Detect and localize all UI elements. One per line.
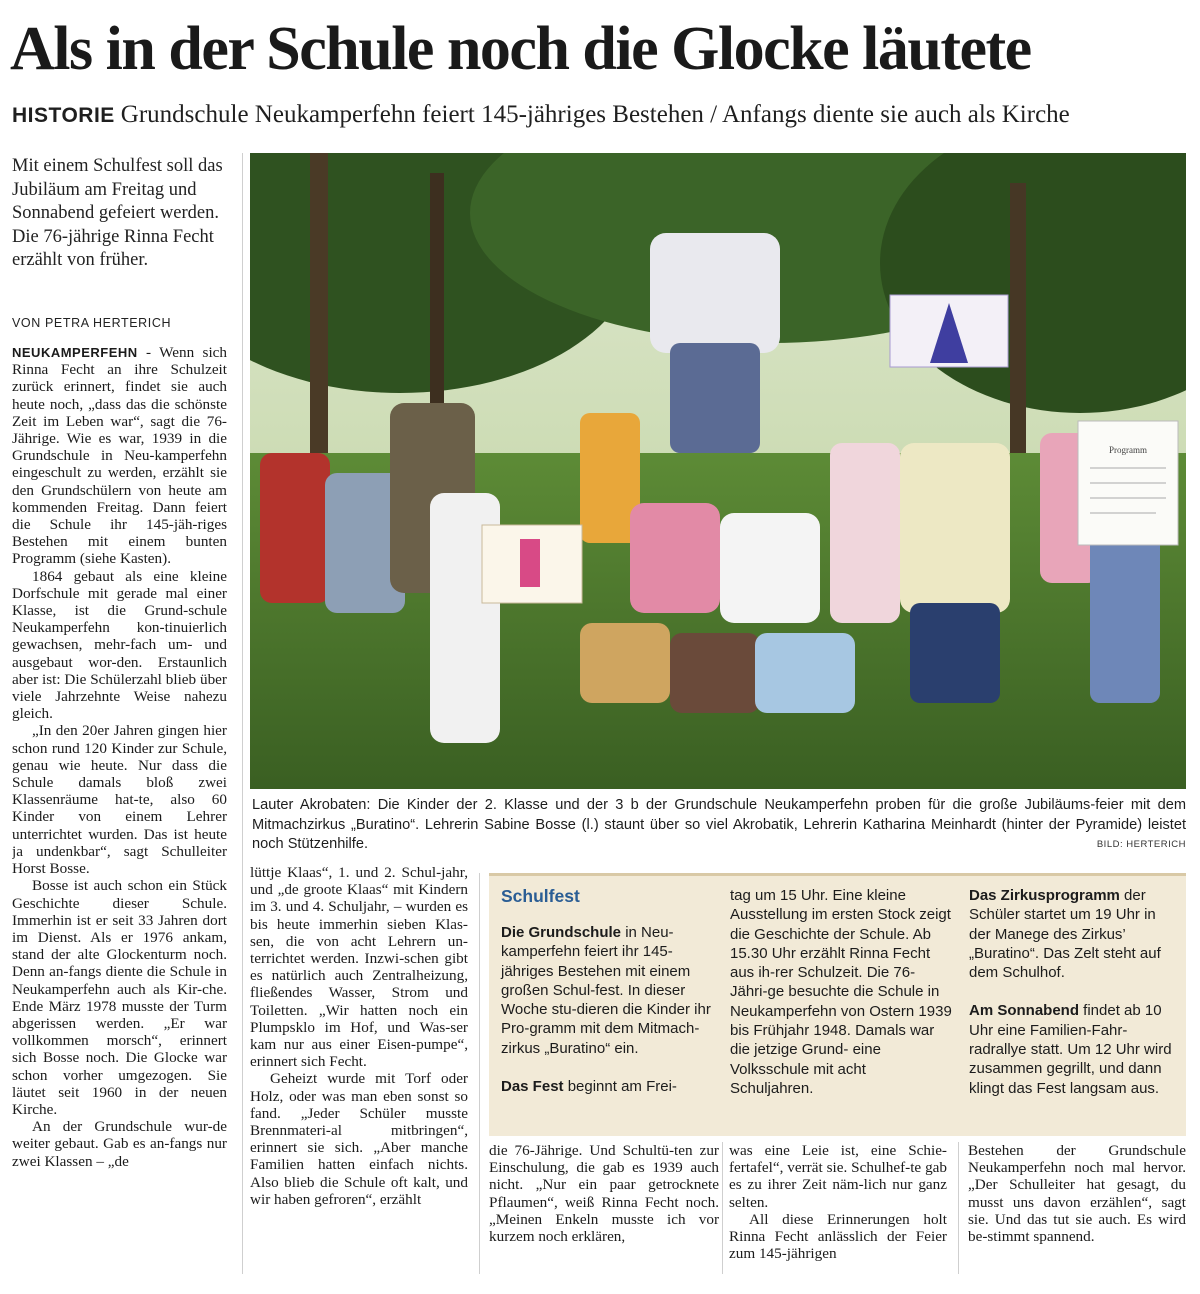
article-paragraph: 1864 gebaut als eine kleine Dorfschule mit gerade mal einer Klasse, ist die Grund-schule Neukamperfehn kon-tinuierlich gewachsen, mehr-fach um- und ausgebaut wor-den. Erstaunlich aber ist: Die Schülerzahl blieb über viele Jahrzehnte Weise nahezu gleich. [12,567,227,723]
info-box-title: Schulfest [501,886,580,906]
section-kicker: HISTORIE [12,104,115,127]
article-paragraph: „In den 20er Jahren gingen hier schon rund 120 Kinder zur Schule, genau wie heute. Nur dass die Schule damals bloß zwei Klassenräume hat-te, also 60 Kinder von einem Lehrer unterrichtet wurden. Das ist heute ja undenkbar“, sagt Schulleiter Horst Bosse. [12,722,227,878]
info-box-column-3 [969,886,1179,1098]
column-divider [958,1142,959,1274]
info-box-column-1 [501,923,715,1096]
info-text: in Neu-kamperfehn feiert ihr 145-jähriges Bestehen mit einem großen Schul-fest. In dieser Woche stu-dieren die Kinder ihr Pro-gramm mit dem Mitmach-zirkus „Buratino“ ein. [501,924,711,1057]
article-paragraph: die 76-Jährige. Und Schultü-ten zur Einschulung, die gab es 1939 auch nicht. „Nur ein paar getrocknete Pflaumen“, weiß Rinna Fecht noch. „Meinen Enkeln musste ich vor kurzem noch erklären, [489,1142,719,1246]
held-drawing-wizard [890,295,1008,367]
info-lead: Das Fest [501,1078,564,1096]
article-column-3 [489,1142,719,1277]
article-paragraph: All diese Erinnerungen holt Rinna Fecht anlässlich der Feier zum 145-jährigen [729,1210,947,1263]
subheadline-text: Grundschule Neukamperfehn feiert 145-jähriges Bestehen / Anfangs diente sie auch als Kirche [120,101,1070,128]
article-paragraph: lüttje Klaas“, 1. und 2. Schul-jahr, und „de groote Klaas“ mit Kindern im 3. und 4. Schuljahr, – wurden es bis heute immerhin sieben Klas-sen, die von acht Lehrern un-terrichtet werden. Inzwi-schen gibt es natürlich auch Zentralheizung, fließendes Wasser, Strom und Toiletten. „Wir hatten noch ein Plumpsklo im Hof, und Was-ser kam nur aus einer Eisen-pumpe“, erinnert sich Fecht. [250,864,468,1071]
article-column-4 [729,1142,947,1277]
article-paragraph: An der Grundschule wur-de weiter gebaut. Gab es an-fangs nur zwei Klassen – „de [12,1118,227,1170]
children-group-photo [250,153,1186,789]
headline: Als in der Schule noch die Glocke läutete [10,15,1031,83]
info-paragraph [501,923,715,1058]
dateline: NEUKAMPERFEHN [12,345,138,360]
info-text: beginnt am Frei- [563,1078,677,1096]
info-paragraph [501,1077,715,1096]
program-sheet-title: Programm [1109,445,1147,455]
article-paragraph: Bestehen der Grundschule Neukamperfehn noch mal hervor. „Der Schulleiter hat gesagt, du musst uns davon erzählen“, sagt sie. Und das tut sie auch. Es wird be-stimmt spannend. [968,1142,1186,1246]
article-paragraph: Bosse ist auch schon ein Stück Geschichte dieser Schule. Immerhin ist er seit 33 Jahren dort im Dienst. Als er 1976 ankam, stand der alte Glockenturm noch. Denn an-fangs diente die Schule in Neukamperfehn auch als Kir-che. Ende März 1978 musste der Turm abgerissen werden. „Er war vollkommen morsch“, erinnert sich Bosse noch. Die Glocke war schon vorher umgezogen. Sie läutet seit 1960 in der neuen Kirche. [12,877,227,1118]
info-paragraph: tag um 15 Uhr. Eine kleine Ausstellung im ersten Stock zeigt die Geschichte der Schule. Ab 15.30 Uhr erzählt Rinna Fecht aus ih-rer Schulzeit. Die 76-Jähri-ge besuchte die Schule in Neukamperfehn von Ostern 1939 bis Frühjahr 1948. Damals war die jetzige Grund- eine Volksschule mit acht Schuljahren. [730,887,952,1097]
subheadline [12,100,1192,131]
column-divider [722,1142,723,1274]
info-lead: Das Zirkusprogramm [969,887,1120,904]
info-lead: Die Grundschule [501,924,622,941]
article-column-5 [968,1142,1186,1277]
paragraph-text: - Wenn sich Rinna Fecht an ihre Schulzeit zurück erinnert, findet sie auch heute noch, „dass das die schönste Zeit im Leben war“, sagt die 76-Jährige. Wie es war, 1939 in die Grundschule in Neu-kamperfehn eingeschult zu werden, erzählt sie den Grundschülern von heute am kommenden Freitag. Dann feiert die Schule ihr 145-jäh-riges Bestehen mit einem bunten Programm (siehe Kasten). [12,344,227,568]
info-lead: Am Sonnabend [969,1002,1080,1020]
article-paragraph: Geheizt wurde mit Torf oder Holz, oder was man eben sonst so fand. „Jeder Schüler musste Brennmateri-al mitbringen“, erinnert sie sich. „Aber manche Familien hatten einfach nichts. Also blieb die Schule oft kalt, und wir haben gefroren“, erzählt [250,1070,468,1208]
held-program-sheet [1078,421,1178,545]
info-text: findet ab 10 Uhr eine Familien-Fahr-radrallye statt. Um 12 Uhr wird zusammen gegrillt, und dann klingt das Fest langsam aus. [969,1002,1172,1097]
article-column-2 [250,864,468,1274]
held-drawing-left [482,525,582,603]
info-text: der Schüler startet um 19 Uhr in der Manege des Zirkus’ „Buratino“. Das Zelt steht auf dem Schulhof. [969,887,1161,982]
article-photo [250,153,1186,789]
photo-credit: BILD: HERTERICH [1096,839,1186,850]
column-divider [479,873,480,1274]
info-box-schulfest [489,873,1186,1136]
article-paragraph: was eine Leie ist, eine Schie-fertafel“, verrät sie. Schulhef-te gab es zu ihrer Zeit näm-lich nur ganz selten. [729,1142,947,1211]
article-column-1 [12,344,227,1274]
byline: VON PETRA HERTERICH [12,316,172,330]
info-paragraph [969,886,1179,982]
article-paragraph [12,344,227,568]
photo-caption: Lauter Akrobaten: Die Kinder der 2. Klasse und der 3 b der Grundschule Neukamperfehn proben für die große Jubiläums-feier mit dem Mitmachzirkus „Buratino“. Lehrerin Sabine Bosse (l.) staunt über so viel Akrobatik, Lehrerin Katharina Meinhardt (hinter der Pyramide) leistet noch Stützenhilfe. [252,797,1186,853]
article-intro: Mit einem Schulfest soll das Jubiläum am Freitag und Sonnabend gefeiert werden. Die 76-jährige Rinna Fecht erzählt von früher. [12,156,223,271]
info-box-column-2 [730,886,952,1098]
info-paragraph [969,1001,1179,1097]
column-divider [242,153,243,1274]
